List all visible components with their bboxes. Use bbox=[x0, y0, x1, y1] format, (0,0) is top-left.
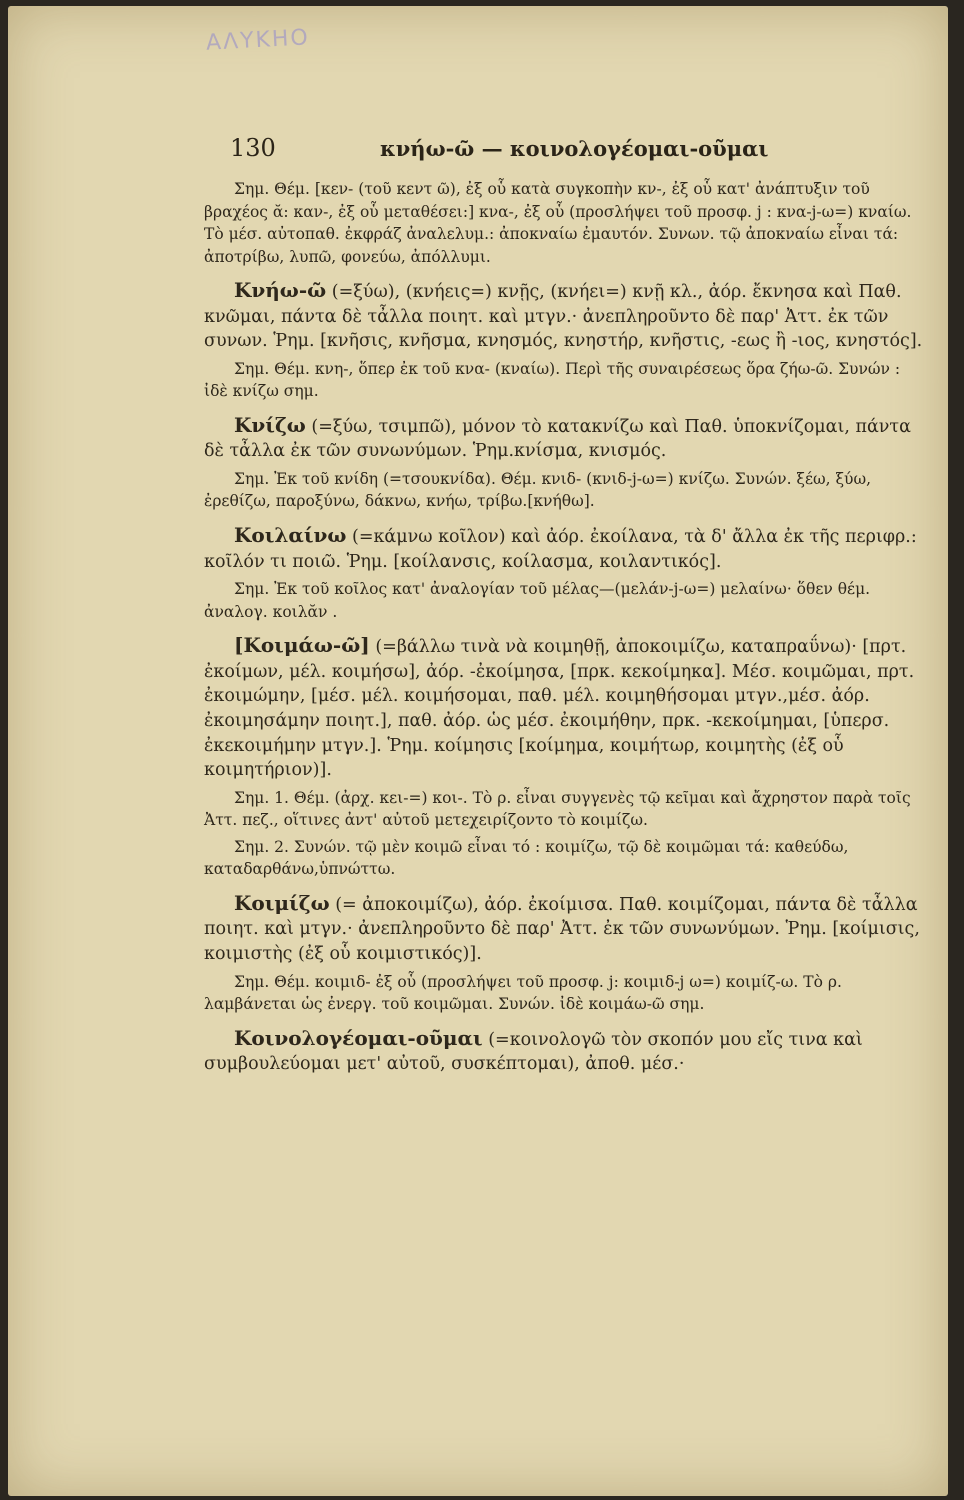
note-paragraph: Σημ. 2. Συνών. τῷ μὲν κοιμῶ εἶναι τό : κοιμίζω, τῷ δὲ κοιμῶμαι τά: καθεύδω, καταδαρθάνω,ὑπνώττω. bbox=[204, 837, 849, 879]
running-head: κνήω-ῶ — κοινολογέομαι-οῦμαι bbox=[380, 136, 769, 161]
entry-paragraph: Κοινολογέομαι-οῦμαι (=κοινολογῶ τὸν σκοπόν μου εἴς τινα καὶ συμβουλεύομαι μετ' αὐτοῦ, συσκέπτομαι), ἀποθ. μέσ.· bbox=[204, 1025, 863, 1075]
entry-headword: Κοιμίζω bbox=[234, 890, 330, 915]
entry-paragraph: Κνήω-ῶ (=ξύω), (κνήεις=) κνῇς, (κνήει=) κνῇ κλ., ἀόρ. ἔκνησα καὶ Παθ. κνῶμαι, πάντα δὲ τἆλλα ποιητ. καὶ μτγν.· ἀνεπληροῦντο δὲ παρ' Ἀττ. ἐκ τῶν συνων. Ῥημ. [κνῆσις, κνῆσμα, κνησμός, κνηστήρ, κνῆστις, -εως ἢ -ιος, κνηστός]. bbox=[204, 278, 923, 352]
entry-headword: Κνήω-ῶ bbox=[234, 278, 327, 302]
library-stamp: ΑΛΥΚΗΟ bbox=[205, 25, 311, 56]
entry-paragraph: Κοιμίζω (= ἀποκοιμίζω), ἀόρ. ἐκοίμισα. Παθ. κοιμίζομαι, πάντα δὲ τἆλλα ποιητ. καὶ μτγν.· ἀνεπληροῦντο δὲ παρ' Ἀττ. ἐκ τῶν συνωνύμων. Ῥημ. [κοίμισις, κοιμιστὴς (ἐξ οὗ κοιμιστικός)]. bbox=[204, 890, 920, 964]
entry-paragraph: Κοιλαίνω (=κάμνω κοῖλον) καὶ ἀόρ. ἐκοίλανα, τὰ δ' ἄλλα ἐκ τῆς περιφρ.: κοῖλόν τι ποιῶ. Ῥημ. [κοίλανσις, κοίλασμα, κοιλαντικός]. bbox=[204, 522, 917, 572]
book-page bbox=[8, 6, 948, 1496]
entry-paragraph: Κνίζω (=ξύω, τσιμπῶ), μόνον τὸ κατακνίζω καὶ Παθ. ὑποκνίζομαι, πάντα δὲ τἆλλα ἐκ τῶν συνωνύμων. Ῥημ.κνίσμα, κνισμός. bbox=[204, 412, 911, 462]
note-paragraph: Σημ. 1. Θέμ. (ἀρχ. κει-=) κοι-. Τὸ ρ. εἶναι συγγενὲς τῷ κεῖμαι καὶ ἄχρηστον παρὰ τοῖς Ἀττ. πεζ., οἵτινες ἀντ' αὐτοῦ μετεχειρίζοντο τὸ κοιμίζω. bbox=[204, 788, 911, 830]
entry-headword: Κοινολογέομαι-οῦμαι bbox=[234, 1025, 483, 1050]
entry-headword: Κνίζω bbox=[234, 412, 306, 437]
dictionary-text bbox=[204, 178, 928, 1077]
entry-headword: Κοιλαίνω bbox=[234, 522, 347, 547]
note-paragraph: Σημ. Ἐκ τοῦ κοῖλος κατ' ἀναλογίαν τοῦ μέλας—(μελάν-j-ω=) μελαίνω· ὅθεν θέμ. ἀναλογ. κοιλᾰν . bbox=[204, 580, 871, 621]
page-header bbox=[230, 134, 790, 170]
note-paragraph: Σημ. Θέμ. [κεν- (τοῦ κεντ ῶ), ἐξ οὗ κατὰ συγκοπὴν κν-, ἐξ οὗ κατ' ἀνάπτυξιν τοῦ βραχέος ᾰ: καν-, ἐξ οὗ μεταθέσει:] κνα-, ἐξ οὗ (προσλήψει τοῦ προσφ. j : κνα-j-ω=) κναίω. Τὸ μέσ. αὐτοπαθ. ἐκφράζ ἀναλελυμ.: ἀποκναίω ἐμαυτόν. Συνων. τῷ ἀποκναίω εἶναι τά: ἀποτρίβω, λυπῶ, φονεύω, ἀπόλλυμι. bbox=[204, 180, 912, 266]
entry-headword: [Κοιμάω-ῶ] bbox=[234, 633, 370, 658]
page-number: 130 bbox=[230, 134, 276, 162]
entry-paragraph: [Κοιμάω-ῶ] (=βάλλω τινὰ νὰ κοιμηθῇ, ἀποκοιμίζω, καταπραΰνω)· [πρτ. ἐκοίμων, μέλ. κοιμήσω], ἀόρ. -ἐκοίμησα, [πρκ. κεκοίμηκα]. Μέσ. κοιμῶμαι, πρτ. ἐκοιμώμην, [μέσ. μέλ. κοιμήσομαι, παθ. μέλ. κοιμηθήσομαι μτγν.,μέσ. ἀόρ. ἐκοιμησάμην ποιητ.], παθ. ἀόρ. ὡς μέσ. ἐκοιμήθην, πρκ. -κεκοίμημαι, [ὑπερσ. ἐκεκοιμήμην μτγν.]. Ῥημ. κοίμησις [κοίμημα, κοιμήτωρ, κοιμητὴς (ἐξ οὗ κοιμητήριον)]. bbox=[204, 633, 915, 781]
note-paragraph: Σημ. Θέμ. κοιμιδ- ἐξ οὗ (προσλήψει τοῦ προσφ. j: κοιμιδ-j ω=) κοιμίζ-ω. Τὸ ρ. λαμβάνεται ὡς ἐνεργ. τοῦ κοιμῶμαι. Συνών. ἰδὲ κοιμάω-ῶ σημ. bbox=[204, 972, 842, 1013]
note-paragraph: Σημ. Θέμ. κνη-, ὅπερ ἐκ τοῦ κνα- (κναίω). Περὶ τῆς συναιρέσεως ὅρα ζήω-ῶ. Συνών : ἰδὲ κνίζω σημ. bbox=[204, 359, 901, 401]
note-paragraph: Σημ. Ἐκ τοῦ κνίδη (=τσουκνίδα). Θέμ. κνιδ- (κνιδ-j-ω=) κνίζω. Συνών. ξέω, ξύω, ἐρεθίζω, παροξύνω, δάκνω, κνήω, τρίβω.[κνήθω]. bbox=[204, 469, 872, 511]
